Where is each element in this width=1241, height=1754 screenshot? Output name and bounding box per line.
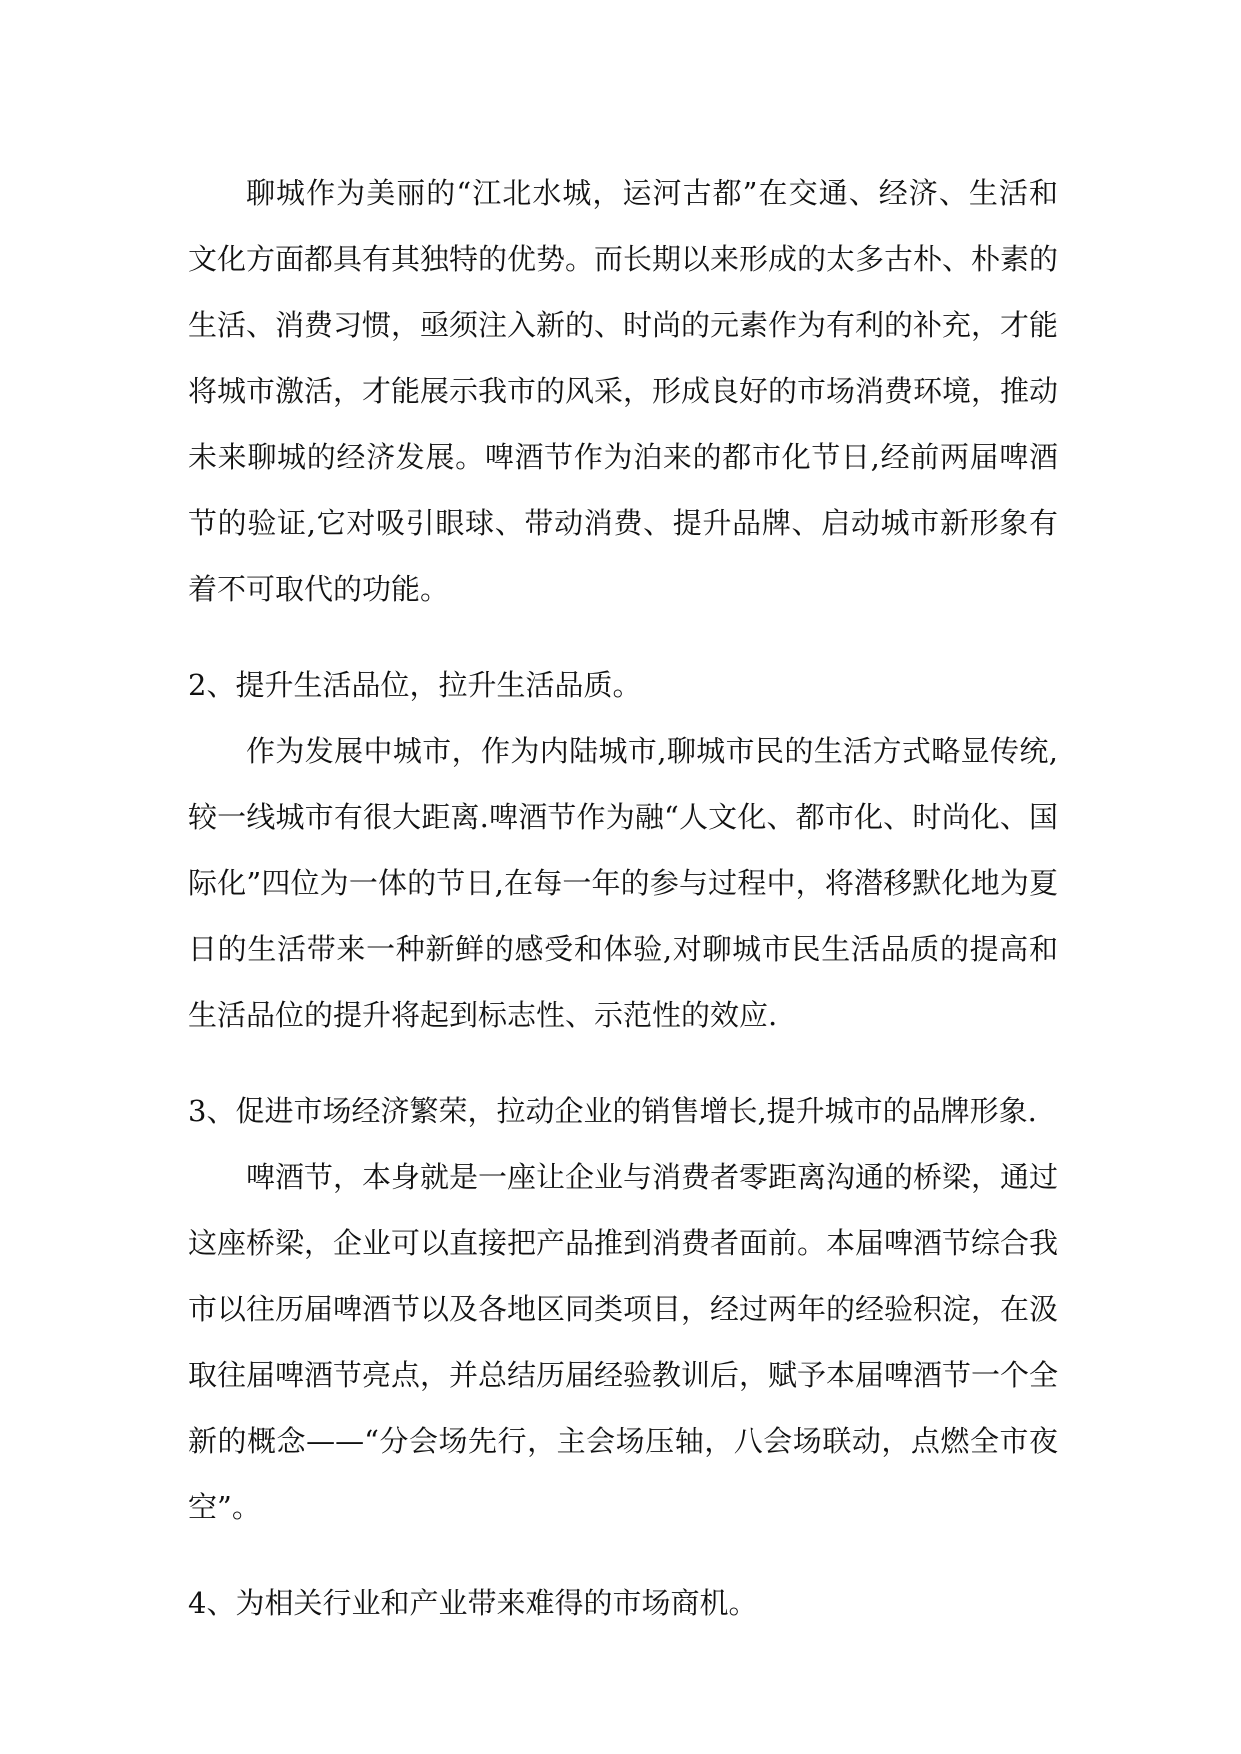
heading-4: 4、为相关行业和产业带来难得的市场商机。 bbox=[188, 1586, 758, 1620]
paragraph-life-quality: 作为发展中城市，作为内陆城市,聊城市民的生活方式略显传统,较一线城市有很大距离.啤酒节作为融“人文化、都市化、时尚化、国际化”四位为一体的节日,在每一年的参与过程中，将潜移默化地为夏日的生活带来一种新鲜的感受和体验,对聊城市民生活品质的提高和生活品位的提升将起到标志性、示范性的效应. bbox=[188, 734, 1058, 1032]
heading-3: 3、促进市场经济繁荣，拉动企业的销售增长,提升城市的品牌形象. bbox=[188, 1094, 1037, 1128]
section-gap bbox=[188, 1048, 1058, 1078]
heading-2: 2、提升生活品位，拉升生活品质。 bbox=[188, 668, 642, 702]
paragraph-market-economy: 啤酒节，本身就是一座让企业与消费者零距离沟通的桥梁，通过这座桥梁，企业可以直接把产品推到消费者面前。本届啤酒节综合我市以往历届啤酒节以及各地区同类项目，经过两年的经验积淀，在汲取往届啤酒节亮点，并总结历届经验教训后，赋予本届啤酒节一个全新的概念——“分会场先行，主会场压轴，八会场联动，点燃全市夜空”。 bbox=[188, 1160, 1059, 1524]
section-gap bbox=[188, 1540, 1058, 1570]
document-page bbox=[188, 160, 1058, 1636]
section-gap bbox=[188, 622, 1058, 652]
paragraph-city-advantages: 聊城作为美丽的“江北水城，运河古都”在交通、经济、生活和文化方面都具有其独特的优势。而长期以来形成的太多古朴、朴素的生活、消费习惯，亟须注入新的、时尚的元素作为有利的补充，才能将城市激活，才能展示我市的风采，形成良好的市场消费环境，推动未来聊城的经济发展。啤酒节作为泊来的都市化节日,经前两届啤酒节的验证,它对吸引眼球、带动消费、提升品牌、启动城市新形象有着不可取代的功能。 bbox=[188, 176, 1059, 606]
